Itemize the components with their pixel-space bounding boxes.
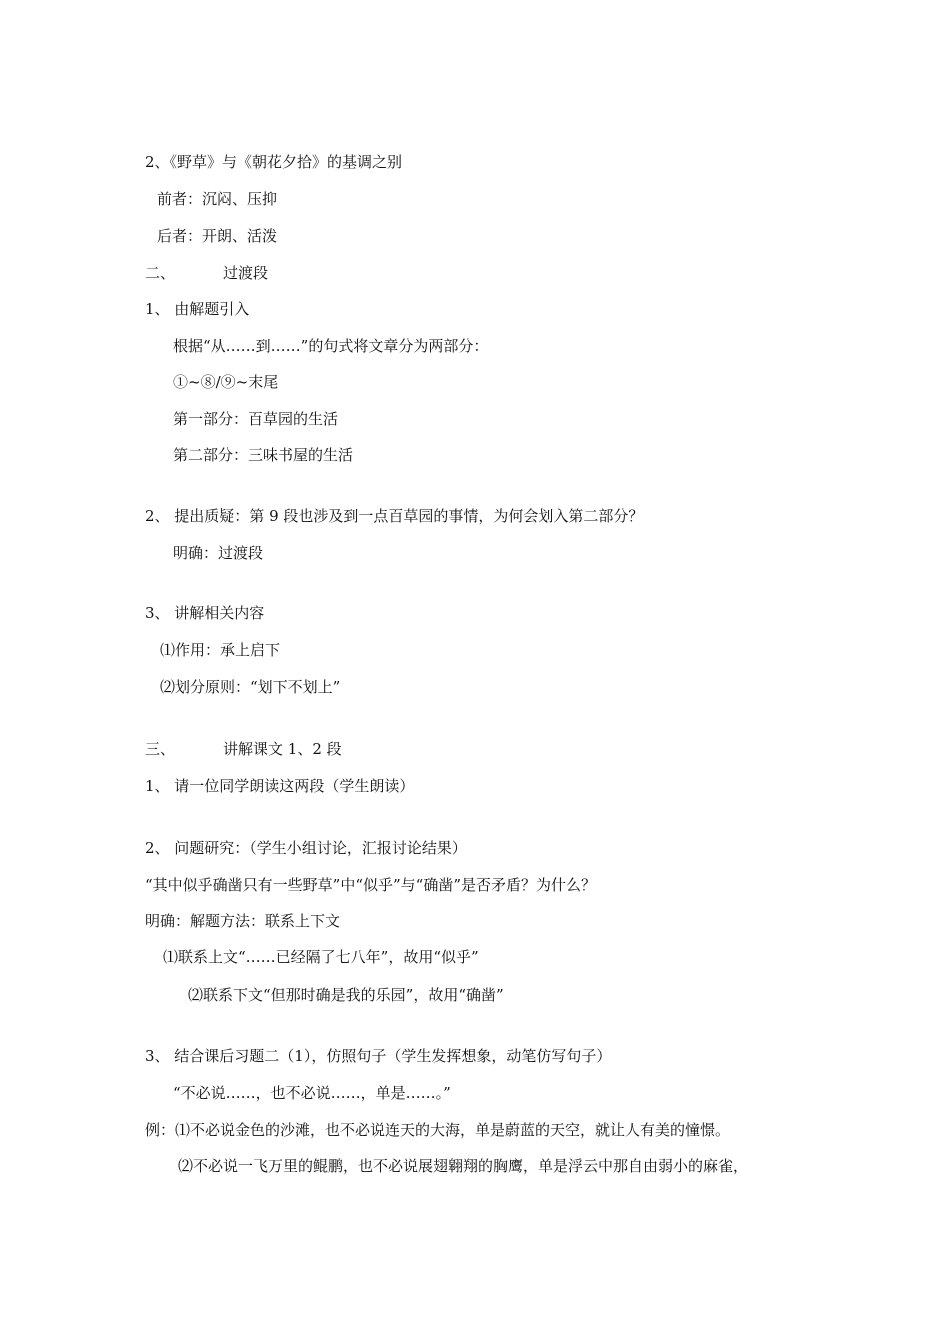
section-number: 三、	[145, 740, 176, 758]
section-heading-transition	[145, 263, 268, 283]
text-former: 前者：沉闷、压抑	[157, 190, 278, 208]
text-latter: 后者：开朗、活泼	[157, 227, 278, 245]
subheading-tone-difference: 2、《野草》与《朝花夕拾》的基调之别	[145, 153, 403, 171]
item-explain-content: 3、 讲解相关内容	[145, 604, 265, 622]
text-paragraph-range: ①~⑧/⑨~末尾	[173, 373, 279, 391]
text-sentence-pattern: “不必说……，也不必说……，单是……。”	[173, 1084, 451, 1102]
text-context-before: ⑴联系上文“……已经隔了七八年”，故用“似乎”	[163, 948, 479, 966]
text-question-contradiction: “其中似乎确凿只有一些野草”中“似乎”与“确凿”是否矛盾？为什么？	[145, 876, 597, 894]
item-question: 2、 提出质疑：第 9 段也涉及到一点百草园的事情，为何会划入第二部分？	[145, 507, 644, 525]
section-heading-paragraphs	[145, 739, 342, 759]
text-example-two: ⑵不必说一飞万里的鲲鹏，也不必说展翅翱翔的胸鹰，单是浮云中那自由弱小的麻雀，	[178, 1157, 749, 1175]
text-clarification: 明确：过渡段	[173, 544, 264, 562]
text-solution-method: 明确：解题方法：联系上下文	[145, 912, 341, 930]
section-title: 过渡段	[223, 264, 269, 282]
item-reading: 1、 请一位同学朗读这两段（学生朗读）	[145, 777, 415, 795]
text-context-after: ⑵联系下文“但那时确是我的乐园”，故用“确凿”	[188, 986, 504, 1004]
text-division-principle: ⑵划分原则：“划下不划上”	[160, 678, 341, 696]
item-imitation-exercise: 3、 结合课后习题二（1），仿照句子（学生发挥想象，动笔仿写句子）	[145, 1047, 612, 1065]
section-number: 二、	[145, 264, 176, 282]
text-part-one: 第一部分：百草园的生活	[173, 410, 339, 428]
item-intro-by-title: 1、 由解题引入	[145, 300, 250, 318]
text-division-method: 根据“从……到……”的句式将文章分为两部分：	[173, 337, 489, 355]
text-part-two: 第二部分：三味书屋的生活	[173, 446, 354, 464]
text-example-one: 例：⑴不必说金色的沙滩，也不必说连天的大海，单是蔚蓝的天空，就让人有美的憧憬。	[145, 1121, 731, 1139]
item-problem-study: 2、 问题研究：（学生小组讨论，汇报讨论结果）	[145, 839, 467, 857]
section-title: 讲解课文 1、2 段	[223, 740, 342, 758]
text-function: ⑴作用：承上启下	[160, 641, 281, 659]
